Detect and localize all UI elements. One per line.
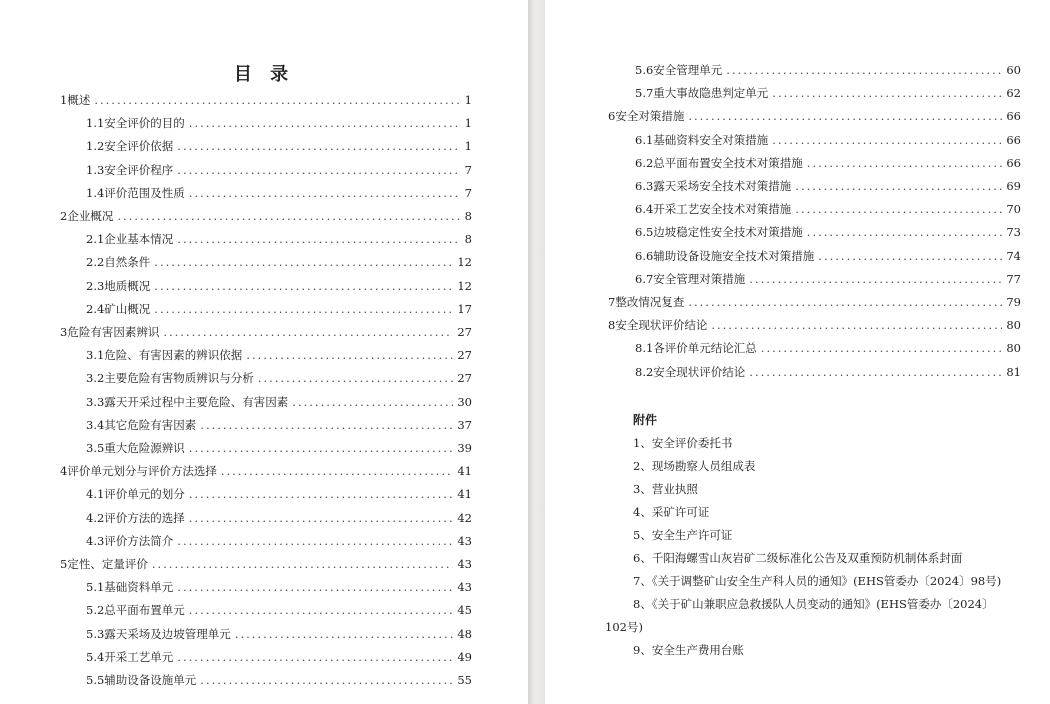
toc-entry [635, 82, 1021, 105]
toc-entry-label: 3.3露天开采过程中主要危险、有害因素 [86, 394, 289, 409]
toc-entry [86, 437, 472, 460]
toc-title: 目 录 [233, 64, 295, 85]
toc-entry [86, 344, 472, 367]
toc-entry-page: 8 [464, 209, 472, 223]
toc-leader-dots [189, 182, 461, 205]
toc-leader-dots [221, 460, 454, 483]
toc-entry [86, 251, 472, 274]
attachments-heading: 附件 [633, 413, 658, 427]
toc-entry [86, 646, 472, 669]
toc-entry-label: 6.4开采工艺安全技术对策措施 [635, 202, 792, 217]
attachment-item: 1、安全评价委托书 [633, 436, 733, 450]
toc-entry [86, 483, 472, 506]
toc-entry-label: 3.2主要危险有害物质辨识与分析 [86, 371, 254, 386]
toc-entry [60, 89, 472, 112]
toc-leader-dots [163, 321, 453, 344]
toc-entry-label: 2.3地质概况 [86, 278, 151, 293]
toc-leader-dots [688, 291, 1002, 314]
toc-entry [60, 205, 472, 228]
toc-entry-page: 81 [1006, 364, 1021, 379]
toc-entry-label: 8安全现状评价结论 [608, 318, 708, 333]
toc-leader-dots [246, 344, 453, 367]
toc-leader-dots [807, 221, 1003, 244]
toc-entry-page: 49 [457, 649, 472, 664]
toc-leader-dots [177, 135, 460, 158]
toc-entry-label: 8.2安全现状评价结论 [635, 364, 746, 379]
toc-entry-page: 7 [464, 162, 472, 177]
toc-entry [635, 152, 1021, 175]
toc-entry [86, 298, 472, 321]
toc-entry-page: 41 [457, 464, 472, 479]
toc-leader-dots [152, 553, 454, 576]
toc-entry-page: 43 [457, 557, 472, 571]
toc-entry-page: 30 [457, 394, 472, 409]
toc-entry-label: 2.2自然条件 [86, 255, 151, 270]
toc-entry-page: 42 [457, 510, 472, 525]
attachment-item: 6、千阳海螺雪山灰岩矿二级标准化公告及双重预防机制体系封面 [633, 551, 963, 565]
page-gutter [528, 0, 545, 704]
toc-leader-dots [177, 576, 453, 599]
toc-entry-page: 55 [457, 673, 472, 687]
toc-leader-dots [292, 391, 453, 414]
toc-entry-label: 8.1各评价单元结论汇总 [635, 341, 757, 356]
toc-entry-label: 1.2安全评价依据 [86, 139, 174, 154]
toc-entry [635, 175, 1021, 198]
toc-entry [86, 159, 472, 182]
toc-entry-page: 70 [1006, 202, 1021, 217]
toc-entry-label: 2.1企业基本情况 [86, 232, 174, 247]
toc-entry [608, 291, 1021, 314]
toc-leader-dots [818, 245, 1002, 268]
toc-entry [86, 275, 472, 298]
toc-entry-page: 12 [457, 255, 472, 270]
toc-leader-dots [807, 152, 1003, 175]
toc-entry-label: 6安全对策措施 [608, 109, 685, 124]
toc-entry [635, 268, 1021, 291]
toc-entry-label: 5.3露天采场及边坡管理单元 [86, 626, 231, 641]
toc-entry-label: 5.1基础资料单元 [86, 580, 174, 595]
attachment-item: 4、采矿许可证 [633, 505, 710, 519]
attachment-item: 7、《关于调整矿山安全生产科人员的通知》(EHS管委办〔2024〕98号) [633, 574, 1002, 588]
toc-entry-page: 27 [457, 348, 472, 363]
toc-leader-dots [177, 530, 453, 553]
toc-leader-dots [177, 646, 453, 669]
toc-entry [86, 367, 472, 390]
toc-leader-dots [761, 337, 1003, 360]
attachment-item: 8、《关于矿山兼职应急救援队人员变动的通知》(EHS管委办〔2024〕 [633, 597, 994, 611]
toc-entry-page: 12 [457, 278, 472, 293]
toc-entry-page: 1 [464, 139, 472, 154]
toc-entry-label: 1.4评价范围及性质 [86, 185, 185, 200]
toc-entry-label: 2企业概况 [60, 209, 114, 223]
toc-entry-label: 3.4其它危险有害因素 [86, 417, 197, 432]
toc-entry-page: 43 [457, 533, 472, 548]
toc-entry-label: 2.4矿山概况 [86, 301, 151, 316]
toc-entry-label: 5.7重大事故隐患判定单元 [635, 86, 769, 101]
toc-entry-page: 80 [1006, 341, 1021, 356]
toc-entry [86, 135, 472, 158]
toc-entry-label: 5定性、定量评价 [60, 557, 148, 571]
toc-leader-dots [711, 314, 1002, 337]
toc-entry-page: 37 [457, 417, 472, 432]
toc-entry [60, 460, 472, 483]
attachment-item: 5、安全生产许可证 [633, 528, 733, 542]
toc-leader-dots [177, 228, 460, 251]
toc-entry [86, 530, 472, 553]
toc-entry-page: 66 [1006, 132, 1021, 147]
toc-entry-page: 41 [457, 487, 472, 502]
toc-leader-dots [749, 268, 1002, 291]
toc-entry [86, 391, 472, 414]
toc-leader-dots [772, 82, 1002, 105]
toc-entry-label: 3.5重大危险源辨识 [86, 441, 185, 455]
toc-entry-page: 62 [1006, 86, 1021, 101]
attachment-item: 9、安全生产费用台账 [633, 643, 744, 657]
toc-entry-page: 17 [457, 301, 472, 316]
attachment-item: 3、营业执照 [633, 482, 698, 496]
toc-entry [635, 245, 1021, 268]
toc-leader-dots [795, 175, 1002, 198]
toc-leader-dots [189, 112, 461, 135]
toc-entry-label: 7整改情况复查 [608, 295, 685, 309]
toc-leader-dots [154, 275, 453, 298]
toc-leader-dots [189, 599, 454, 622]
toc-leader-dots [258, 367, 454, 390]
toc-entry [86, 228, 472, 251]
toc-entry-page: 1 [464, 116, 472, 131]
toc-entry-label: 6.1基础资料安全对策措施 [635, 132, 769, 147]
toc-entry-label: 3危险有害因素辨识 [60, 325, 160, 339]
toc-entry-label: 6.7安全管理对策措施 [635, 271, 746, 286]
toc-leader-dots [117, 205, 460, 228]
toc-entry [60, 321, 472, 344]
toc-entry [635, 59, 1021, 82]
toc-entry [86, 414, 472, 437]
toc-entry-label: 3.1危险、有害因素的辨识依据 [86, 348, 243, 363]
toc-entry-page: 1 [464, 93, 472, 107]
toc-leader-dots [189, 437, 454, 460]
toc-leader-dots [200, 669, 453, 692]
toc-leader-dots [726, 59, 1002, 82]
toc-leader-dots [688, 105, 1002, 128]
toc-entry-page: 69 [1006, 179, 1021, 193]
toc-entry-label: 4.2评价方法的选择 [86, 510, 185, 525]
toc-entry-page: 8 [464, 232, 472, 247]
toc-entry-page: 27 [457, 371, 472, 386]
toc-leader-dots [235, 623, 454, 646]
attachment-item: 2、现场勘察人员组成表 [633, 459, 756, 473]
toc-entry-label: 4.3评价方法简介 [86, 533, 174, 548]
toc-entry-label: 6.6辅助设备设施安全技术对策措施 [635, 248, 815, 263]
toc-leader-dots [189, 507, 454, 530]
toc-page-right [545, 0, 1050, 704]
toc-entry [608, 314, 1021, 337]
toc-entry [86, 576, 472, 599]
toc-entry [635, 337, 1021, 360]
toc-entry-page: 79 [1006, 295, 1021, 309]
toc-entry [86, 599, 472, 622]
toc-leader-dots [189, 483, 454, 506]
toc-entry-page: 43 [457, 580, 472, 595]
toc-entry-page: 73 [1006, 225, 1021, 240]
toc-entry-page: 66 [1006, 155, 1021, 170]
toc-entry-page: 48 [457, 626, 472, 641]
toc-leader-dots [749, 361, 1002, 384]
toc-entry-label: 4.1评价单元的划分 [86, 487, 185, 502]
toc-entry-page: 60 [1006, 63, 1021, 77]
toc-entry [635, 361, 1021, 384]
toc-entry-page: 39 [457, 441, 472, 455]
toc-entry-label: 6.2总平面布置安全技术对策措施 [635, 155, 803, 170]
toc-entry-label: 1.3安全评价程序 [86, 162, 174, 177]
toc-entry [608, 105, 1021, 128]
toc-entry [60, 553, 472, 576]
toc-entry-page: 7 [464, 185, 472, 200]
toc-entry [86, 182, 472, 205]
toc-entry-label: 5.5辅助设备设施单元 [86, 673, 197, 687]
toc-entry-page: 66 [1006, 109, 1021, 124]
toc-entry [86, 507, 472, 530]
attachment-item: 102号) [605, 620, 643, 634]
toc-entry-label: 5.4开采工艺单元 [86, 649, 174, 664]
toc-entry-label: 5.2总平面布置单元 [86, 603, 185, 618]
toc-leader-dots [772, 129, 1002, 152]
toc-leader-dots [177, 159, 460, 182]
toc-entry [635, 198, 1021, 221]
toc-entry [86, 669, 472, 692]
toc-entry [635, 221, 1021, 244]
toc-entry-page: 80 [1006, 318, 1021, 333]
toc-entry-page: 27 [457, 325, 472, 339]
attachments-list [605, 432, 1045, 662]
toc-leader-dots [154, 298, 453, 321]
toc-entry-label: 6.5边坡稳定性安全技术对策措施 [635, 225, 803, 240]
toc-entry-page: 74 [1006, 248, 1021, 263]
toc-leader-dots [795, 198, 1002, 221]
toc-entry [86, 112, 472, 135]
toc-entry [635, 129, 1021, 152]
toc-entry-page: 77 [1006, 271, 1021, 286]
toc-entry [86, 623, 472, 646]
toc-entry-page: 45 [457, 603, 472, 618]
toc-entry-label: 1概述 [60, 93, 91, 107]
toc-leader-dots [94, 89, 460, 112]
toc-leader-dots [200, 414, 453, 437]
toc-entry-label: 6.3露天采场安全技术对策措施 [635, 179, 792, 193]
toc-entry-label: 1.1安全评价的目的 [86, 116, 185, 131]
toc-entry-label: 4评价单元划分与评价方法选择 [60, 464, 217, 479]
toc-leader-dots [154, 251, 453, 274]
toc-entry-label: 5.6安全管理单元 [635, 63, 723, 77]
